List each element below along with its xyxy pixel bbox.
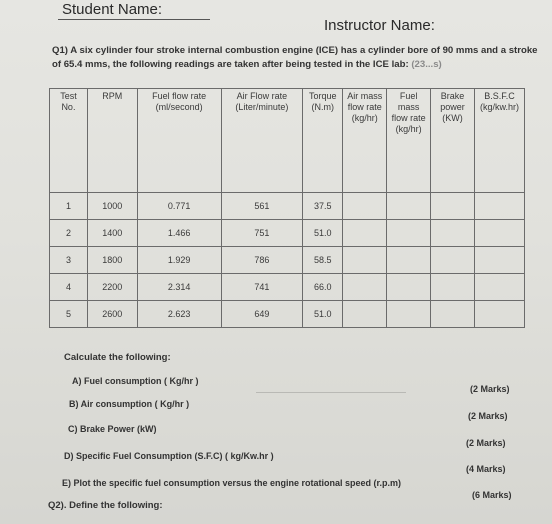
student-name-underline (58, 19, 210, 20)
table-row (50, 193, 525, 220)
cell-brake-power (431, 193, 475, 220)
cell-rpm: 1800 (87, 247, 137, 274)
cell-brake-power (431, 220, 475, 247)
task-d: D) Specific Fuel Consumption (S.F.C) ( kg/Kw.hr ) (64, 451, 274, 461)
cell-rpm: 2200 (87, 274, 137, 301)
cell-fuel-mass-flow (387, 247, 431, 274)
task-a-marks: (2 Marks) (470, 384, 510, 394)
col-header-fuel-mass-flow: Fuel mass flow rate (kg/hr) (387, 89, 431, 193)
task-c: C) Brake Power (kW) (68, 424, 157, 434)
col-header-air-flow: Air Flow rate (Liter/minute) (221, 89, 303, 193)
cell-air-mass-flow (343, 193, 387, 220)
cell-test-no: 3 (50, 247, 88, 274)
cell-air-flow: 741 (221, 274, 303, 301)
cell-bsfc (474, 193, 524, 220)
cell-fuel-mass-flow (387, 274, 431, 301)
cell-fuel-flow: 1.466 (137, 220, 221, 247)
header (0, 0, 552, 34)
table-header-row (50, 89, 525, 193)
calculate-heading: Calculate the following: (64, 352, 171, 363)
table-row (50, 247, 525, 274)
question-1 (52, 44, 544, 72)
col-header-air-mass-flow: Air mass flow rate (kg/hr) (343, 89, 387, 193)
cell-air-flow: 649 (221, 301, 303, 328)
cell-rpm: 1400 (87, 220, 137, 247)
cell-brake-power (431, 301, 475, 328)
task-c-marks: (2 Marks) (466, 438, 506, 448)
cell-rpm: 2600 (87, 301, 137, 328)
cell-air-flow: 751 (221, 220, 303, 247)
col-header-rpm: RPM (87, 89, 137, 193)
cell-bsfc (474, 301, 524, 328)
col-header-brake-power: Brake power (KW) (431, 89, 475, 193)
cell-torque: 66.0 (303, 274, 343, 301)
table-row (50, 301, 525, 328)
cell-fuel-mass-flow (387, 220, 431, 247)
cell-air-mass-flow (343, 301, 387, 328)
col-header-torque: Torque (N.m) (303, 89, 343, 193)
faint-rule (256, 392, 406, 393)
cell-air-mass-flow (343, 220, 387, 247)
cell-rpm: 1000 (87, 193, 137, 220)
cell-air-mass-flow (343, 274, 387, 301)
task-d-marks: (4 Marks) (466, 464, 506, 474)
cell-fuel-flow: 2.314 (137, 274, 221, 301)
cell-brake-power (431, 274, 475, 301)
col-header-fuel-flow: Fuel flow rate (ml/second) (137, 89, 221, 193)
cell-air-mass-flow (343, 247, 387, 274)
readings-table (49, 88, 525, 328)
cell-fuel-mass-flow (387, 193, 431, 220)
task-b-marks: (2 Marks) (468, 411, 508, 421)
cell-bsfc (474, 274, 524, 301)
cell-torque: 51.0 (303, 301, 343, 328)
cell-fuel-flow: 2.623 (137, 301, 221, 328)
cell-bsfc (474, 220, 524, 247)
cell-torque: 37.5 (303, 193, 343, 220)
task-a: A) Fuel consumption ( Kg/hr ) (72, 376, 199, 386)
task-b: B) Air consumption ( Kg/hr ) (69, 399, 190, 409)
cell-test-no: 4 (50, 274, 88, 301)
question-1-obscured: (23...s) (411, 59, 442, 70)
cell-fuel-flow: 0.771 (137, 193, 221, 220)
task-e-marks: (6 Marks) (472, 490, 512, 500)
instructor-name-label: Instructor Name: (324, 17, 435, 34)
cell-test-no: 5 (50, 301, 88, 328)
cell-air-flow: 561 (221, 193, 303, 220)
table-row (50, 220, 525, 247)
cell-brake-power (431, 247, 475, 274)
col-header-bsfc: B.S.F.C (kg/kw.hr) (474, 89, 524, 193)
cell-fuel-flow: 1.929 (137, 247, 221, 274)
cell-test-no: 1 (50, 193, 88, 220)
cell-test-no: 2 (50, 220, 88, 247)
student-name-label: Student Name: (62, 1, 163, 18)
cell-bsfc (474, 247, 524, 274)
col-header-test-no: Test No. (50, 89, 88, 193)
question-1-text: Q1) A six cylinder four stroke internal combustion engine (ICE) has a cylinder bore of 90 mms and a stroke of 65.4 mms, the following readings are taken after being tested in the ICE lab: (52, 45, 538, 70)
cell-torque: 58.5 (303, 247, 343, 274)
cell-fuel-mass-flow (387, 301, 431, 328)
table-row (50, 274, 525, 301)
cell-air-flow: 786 (221, 247, 303, 274)
cell-torque: 51.0 (303, 220, 343, 247)
task-e: E) Plot the specific fuel consumption versus the engine rotational speed (r.p.m) (62, 478, 402, 488)
question-2: Q2). Define the following: (48, 500, 163, 511)
